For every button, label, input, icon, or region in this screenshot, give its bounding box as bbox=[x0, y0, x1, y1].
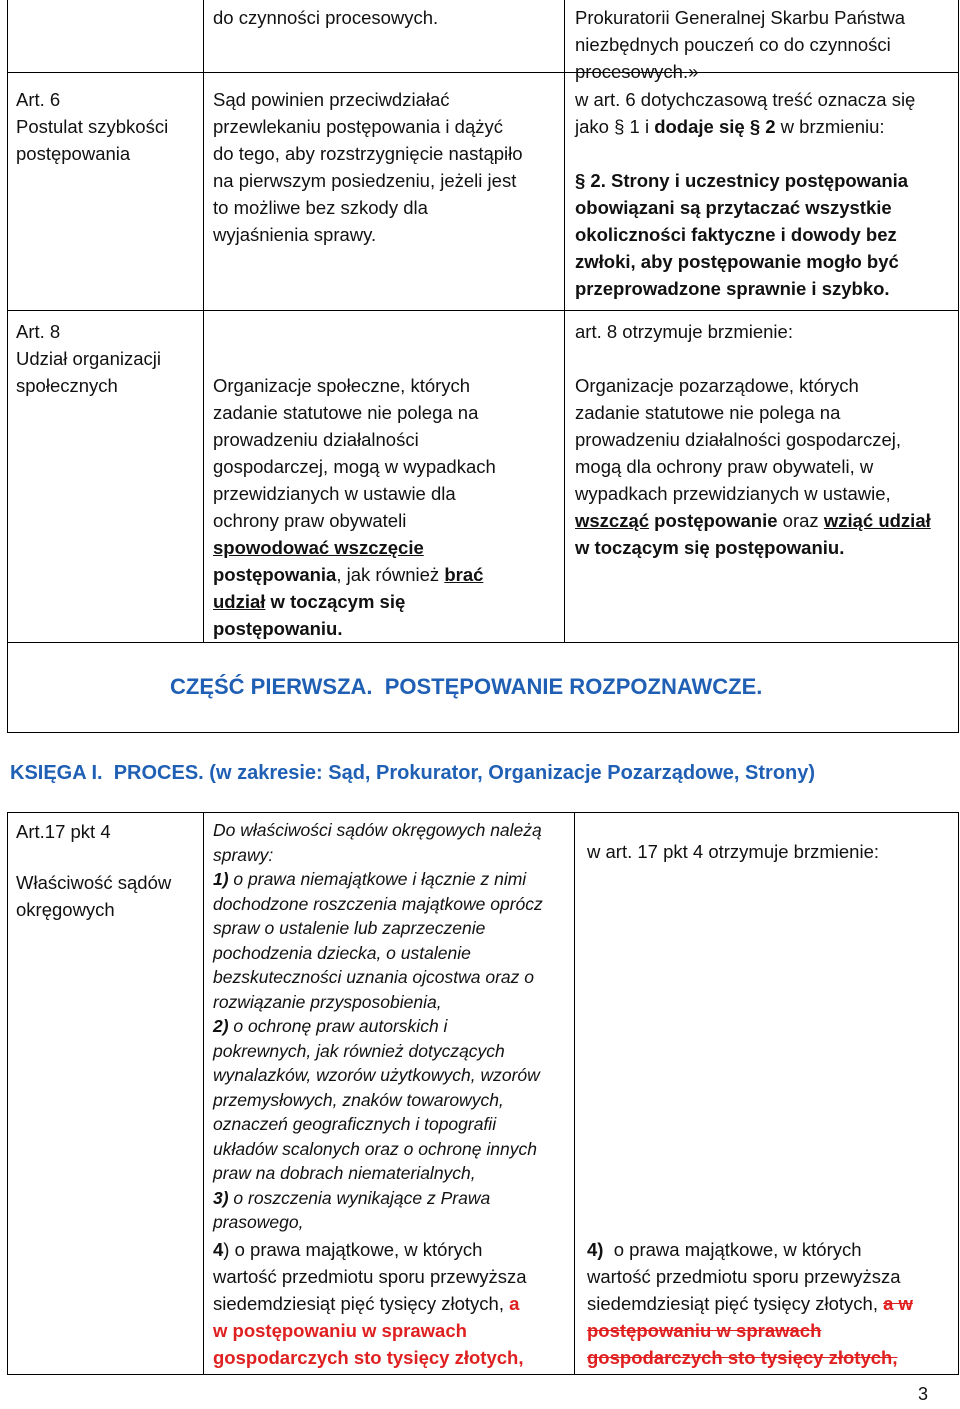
row1-right-par-line: okoliczności faktyczne i dowody bez bbox=[575, 224, 897, 245]
row3-mid-line: bezskuteczności uznania ojcostwa oraz o bbox=[213, 967, 535, 987]
row3-mid-line: pokrewnych, jak również dotyczących bbox=[213, 1040, 505, 1061]
table2-col-line-3 bbox=[574, 812, 575, 1375]
row1-mid-line: na pierwszym posiedzeniu, jeżeli jest bbox=[213, 170, 517, 191]
row3-mid-line: rozwiązanie przysposobienia, bbox=[213, 991, 442, 1012]
table1-col-line-4 bbox=[958, 0, 959, 643]
row2-mid-underlined: spowodować wszczęcie bbox=[213, 537, 424, 558]
row1-mid-body bbox=[213, 86, 563, 248]
mid-bold2: w toczącym się bbox=[265, 591, 406, 612]
par-label: § 2. bbox=[575, 170, 606, 191]
row3-left bbox=[16, 818, 201, 923]
row1-mid-line: Sąd powinien przeciwdziałać bbox=[213, 89, 450, 110]
par-text: Strony i uczestnicy postępowania bbox=[605, 170, 909, 191]
row3-left-line: okręgowych bbox=[16, 899, 115, 920]
item-num: 4 bbox=[213, 1239, 224, 1260]
right-item4-struck-line: gospodarczych sto tysięcy złotych, bbox=[587, 1347, 898, 1368]
right-item4-text: o prawa majątkowe, w których bbox=[603, 1239, 862, 1260]
mid-u-bold: brać bbox=[444, 564, 484, 585]
table2-col-line-4 bbox=[958, 812, 959, 1375]
row3-mid-line: praw na dobrach niematerialnych, bbox=[213, 1163, 476, 1183]
row2-mid-line: gospodarczej, mogą w wypadkach bbox=[213, 456, 496, 477]
row1-left-line: Art. 6 bbox=[16, 89, 61, 110]
item-num: 3) bbox=[213, 1187, 229, 1208]
right-item4-text: siedemdziesiąt pięć tysięcy złotych, bbox=[587, 1293, 884, 1314]
part-box-bottom bbox=[7, 732, 959, 733]
row1-right-jako bbox=[575, 113, 957, 140]
row3-mid-line: wynalazków, wzorów użytkowych, wzorów bbox=[213, 1065, 540, 1085]
row1-right-par-line: przeprowadzone sprawnie i szybko. bbox=[575, 278, 890, 299]
row3-mid-line: oznaczeń geograficznych i topografii bbox=[213, 1114, 497, 1134]
right-u1: wszcząć bbox=[575, 510, 650, 531]
row1-mid-line: to możliwe bez szkody dla bbox=[213, 197, 428, 218]
jako-bold: dodaje się bbox=[654, 116, 750, 137]
row1-right-par-line1 bbox=[575, 167, 957, 194]
row3-mid-intro: Do właściwości sądów okręgowych należą bbox=[213, 820, 542, 840]
item4-red-line: w postępowaniu w sprawach bbox=[213, 1320, 467, 1341]
item4-line1 bbox=[213, 1236, 573, 1263]
row2-mid-line: prowadzeniu działalności bbox=[213, 429, 419, 450]
row1-mid-line: do tego, aby rozstrzygnięcie nastąpiło bbox=[213, 143, 523, 164]
row2-right-mixed bbox=[575, 507, 957, 534]
row1-mid-line: przewlekaniu postępowania i dążyć bbox=[213, 116, 504, 137]
spacer bbox=[575, 140, 957, 167]
row3-mid-line: spraw o ustalenie lub zaprzeczenie bbox=[213, 918, 486, 938]
row1-right-par-line: zwłoki, aby postępowanie mogło być bbox=[575, 251, 899, 272]
right-t1: oraz bbox=[777, 510, 824, 531]
mid-bold: postępowania bbox=[213, 564, 337, 585]
table1-line-r2 bbox=[7, 310, 959, 311]
item-num: 1) bbox=[213, 869, 229, 889]
row3-mid-item3 bbox=[213, 1186, 573, 1211]
row3-right-item4 bbox=[587, 1236, 957, 1371]
item-text: o roszczenia wynikające z Prawa bbox=[228, 1187, 491, 1208]
row2-right-line: Organizacje pozarządowe, których bbox=[575, 375, 859, 396]
item4-red-line: gospodarczych sto tysięcy złotych, bbox=[213, 1347, 524, 1368]
section-sign: § bbox=[614, 116, 625, 137]
mid-u-bold2: udział bbox=[213, 591, 266, 612]
part-heading: CZĘŚĆ PIERWSZA. POSTĘPOWANIE ROZPOZNAWCZE. bbox=[170, 674, 763, 699]
item-num: 4) bbox=[587, 1239, 604, 1260]
row2-right-line: zadanie statutowe nie polega na bbox=[575, 402, 841, 423]
row1-right-top-line: procesowych.» bbox=[575, 61, 699, 82]
row1-right-top-line: niezbędnych pouczeń co do czynności bbox=[575, 34, 891, 55]
row1-left-line: Postulat szybkości bbox=[16, 116, 169, 137]
row1-right-par-line: obowiązani są przytaczać wszystkie bbox=[575, 197, 892, 218]
row2-mid-line: przewidzianych w ustawie dla bbox=[213, 483, 456, 504]
mid-text: , jak również bbox=[336, 564, 445, 585]
row2-right-line: prowadzeniu działalności gospodarczej, bbox=[575, 429, 901, 450]
right-item4-line1 bbox=[587, 1236, 957, 1263]
row3-left-line: Właściwość sądów bbox=[16, 872, 172, 893]
jako-text-c: w brzmieniu: bbox=[775, 116, 885, 137]
table1-col-line-3 bbox=[564, 0, 565, 643]
table2-col-line-1 bbox=[7, 812, 8, 1375]
row2-left-line: społecznych bbox=[16, 375, 118, 396]
row2-right-last: w toczącym się postępowaniu. bbox=[575, 537, 845, 558]
row2-right-line: mogą dla ochrony praw obywateli, w bbox=[575, 456, 874, 477]
part-box-right bbox=[958, 642, 959, 733]
row3-mid-line: pochodzenia dziecka, o ustalenie bbox=[213, 942, 471, 963]
row2-left-label bbox=[16, 318, 201, 399]
row3-mid-line: prasowego, bbox=[213, 1212, 304, 1232]
row2-mid bbox=[213, 372, 563, 642]
jako-text: jako bbox=[575, 116, 615, 137]
spacer bbox=[16, 845, 201, 869]
row1-right-body bbox=[575, 86, 957, 302]
row2-mid-line: zadanie statutowe nie polega na bbox=[213, 402, 479, 423]
row1-right-art: w art. 6 dotychczasową treść oznacza się bbox=[575, 89, 916, 110]
row3-mid-intro: sprawy: bbox=[213, 844, 274, 865]
row2-left-line: Udział organizacji bbox=[16, 348, 161, 369]
row2-mid-last: postępowaniu. bbox=[213, 618, 343, 639]
item4-red: a bbox=[509, 1293, 520, 1314]
item4-line3 bbox=[213, 1290, 573, 1317]
right-u2: wziąć udział bbox=[823, 510, 931, 531]
row2-mid-mixed2 bbox=[213, 588, 563, 615]
row1-mid-top bbox=[213, 4, 563, 31]
row3-mid bbox=[213, 818, 573, 1235]
item4-text: ) o prawa majątkowe, w których bbox=[223, 1239, 483, 1260]
right-b1: postępowanie bbox=[649, 510, 778, 531]
item-text: o prawa niemajątkowe i łącznie z nimi bbox=[228, 869, 527, 889]
table2-line-bottom bbox=[7, 1374, 959, 1375]
item4-text: siedemdziesiąt pięć tysięcy złotych, bbox=[213, 1293, 510, 1314]
row3-mid-line: układów scalonych oraz o ochronę innych bbox=[213, 1138, 537, 1159]
table2-line-top bbox=[7, 812, 959, 813]
row2-left-line: Art. 8 bbox=[16, 321, 61, 342]
row3-mid-line: przemysłowych, znaków towarowych, bbox=[213, 1089, 504, 1110]
item-text: o ochronę praw autorskich i bbox=[228, 1016, 448, 1036]
row1-right-top bbox=[575, 4, 957, 85]
right-item4-struck: a w bbox=[883, 1293, 913, 1314]
table1-col-line-1 bbox=[7, 0, 8, 643]
row3-mid-item4 bbox=[213, 1236, 573, 1371]
table1-col-line-2 bbox=[203, 0, 204, 643]
row3-right-head-text: w art. 17 pkt 4 otrzymuje brzmienie: bbox=[587, 841, 879, 862]
row2-right-head: art. 8 otrzymuje brzmienie: bbox=[575, 321, 793, 342]
row2-mid-line: Organizacje społeczne, których bbox=[213, 375, 471, 396]
table1-line-r3 bbox=[7, 642, 959, 643]
row1-left-line: postępowania bbox=[16, 143, 131, 164]
row2-right-line: wypadkach przewidzianych w ustawie, bbox=[575, 483, 891, 504]
section-two: § 2 bbox=[749, 116, 776, 137]
row3-right-head bbox=[587, 838, 957, 865]
row1-mid-top-text: do czynności procesowych. bbox=[213, 7, 439, 28]
row1-mid-line: wyjaśnienia sprawy. bbox=[213, 224, 377, 245]
row2-right bbox=[575, 318, 957, 561]
page-number: 3 bbox=[918, 1384, 929, 1404]
row1-left-label bbox=[16, 86, 201, 167]
row1-right-top-line: Prokuratorii Generalnej Skarbu Państwa bbox=[575, 7, 906, 28]
right-item4-struck-line: postępowaniu w sprawach bbox=[587, 1320, 822, 1341]
item-num: 2) bbox=[213, 1016, 229, 1036]
book-heading: KSIĘGA I. PROCES. (w zakresie: Sąd, Prokurator, Organizacje Pozarządowe, Strony) bbox=[10, 762, 816, 784]
row3-mid-item2 bbox=[213, 1014, 573, 1039]
right-item4-line: wartość przedmiotu sporu przewyższa bbox=[587, 1266, 901, 1287]
part-box-left bbox=[7, 642, 8, 733]
row3-mid-item1 bbox=[213, 867, 573, 892]
jako-text-b: 1 i bbox=[624, 116, 655, 137]
row2-mid-line: ochrony praw obywateli bbox=[213, 510, 407, 531]
table2-col-line-2 bbox=[203, 812, 204, 1375]
right-item4-line3 bbox=[587, 1290, 957, 1317]
row3-mid-line: dochodzone roszczenia majątkowe oprócz bbox=[213, 893, 543, 914]
row2-mid-mixed bbox=[213, 561, 563, 588]
item4-line: wartość przedmiotu sporu przewyższa bbox=[213, 1266, 527, 1287]
row3-left-art: Art.17 pkt 4 bbox=[16, 821, 111, 842]
spacer bbox=[575, 345, 957, 372]
